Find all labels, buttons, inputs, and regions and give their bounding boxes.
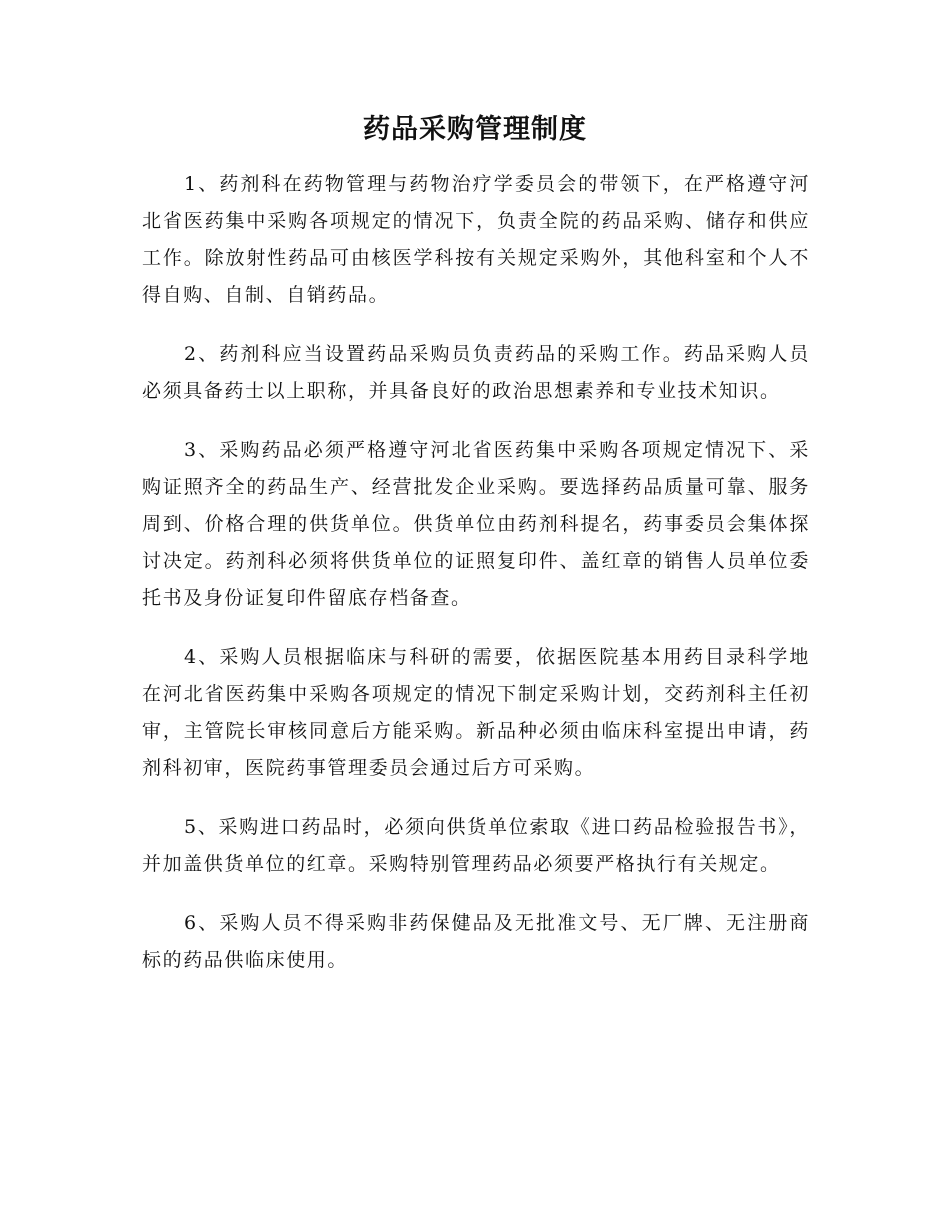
paragraph-3: 3、采购药品必须严格遵守河北省医药集中采购各项规定情况下、采购证照齐全的药品生产、经营批发企业采购。要选择药品质量可靠、服务周到、价格合理的供货单位。供货单位由药剂科提名，药事委员会集体探讨决定。药剂科必须将供货单位的证照复印件、盖红章的销售人员单位委托书及身份证复印件留底存档备查。 — [142, 439, 810, 609]
paragraph-4: 4、采购人员根据临床与科研的需要，依据医院基本用药目录科学地在河北省医药集中采购各项规定的情况下制定采购计划，交药剂科主任初审，主管院长审核同意后方能采购。新品种必须由临床科室提出申请，药剂科初审，医院药事管理委员会通过后方可采购。 — [142, 646, 810, 779]
document-body — [142, 166, 810, 1001]
paragraph-6: 6、采购人员不得采购非药保健品及无批准文号、无厂牌、无注册商标的药品供临床使用。 — [142, 912, 810, 971]
paragraph-2: 2、药剂科应当设置药品采购员负责药品的采购工作。药品采购人员必须具备药士以上职称，并具备良好的政治思想素养和专业技术知识。 — [142, 343, 810, 402]
document-title: 药品采购管理制度 — [363, 114, 587, 145]
paragraph-5: 5、采购进口药品时，必须向供货单位索取《进口药品检验报告书》，并加盖供货单位的红章。采购特别管理药品必须要严格执行有关规定。 — [142, 816, 810, 875]
paragraph-1: 1、药剂科在药物管理与药物治疗学委员会的带领下，在严格遵守河北省医药集中采购各项规定的情况下，负责全院的药品采购、储存和供应工作。除放射性药品可由核医学科按有关规定采购外，其他科室和个人不得自购、自制、自销药品。 — [142, 173, 810, 306]
